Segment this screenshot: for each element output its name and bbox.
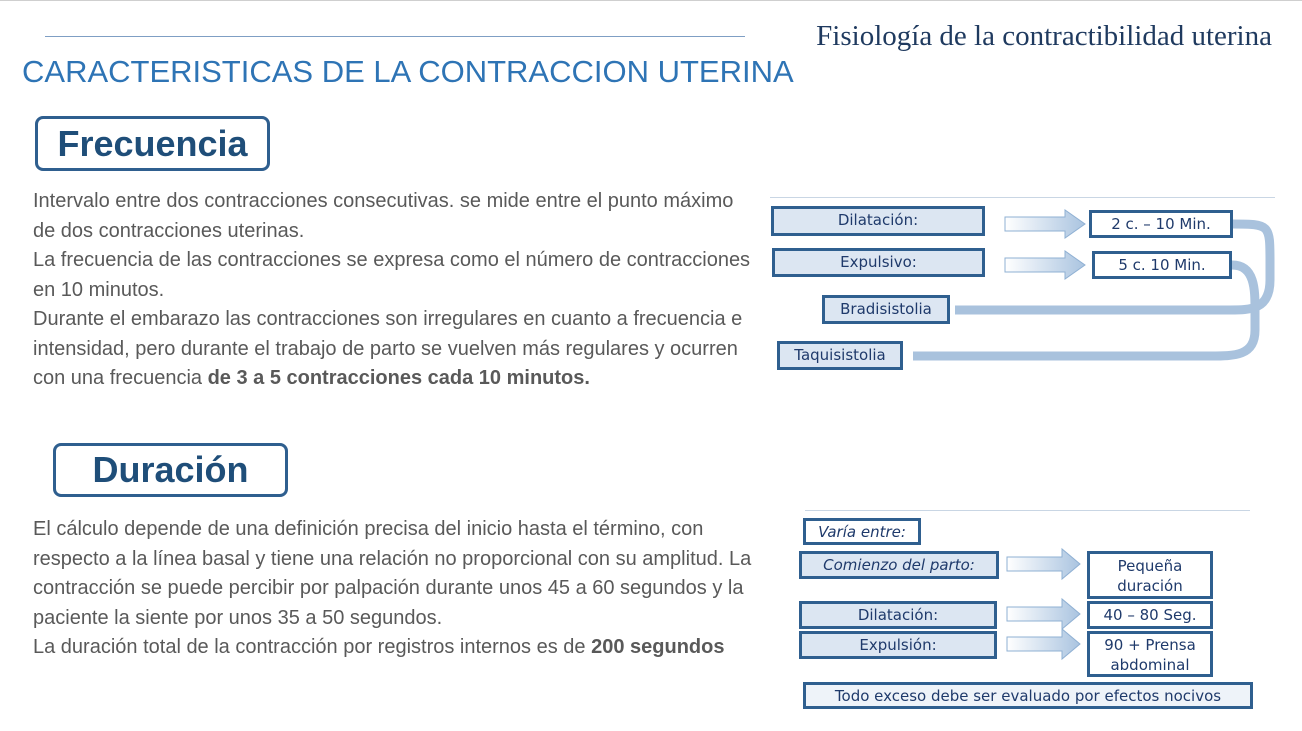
duracion-paragraph-1: El cálculo depende de una definición precisa del inicio hasta el término, con respecto a la línea basal y tiene una relación no proporcional con su amplitud. La contracción se puede percibir por palpación durante unos 45 a 60 segundos y la paciente la siente por unos 35 a 50 segundos.: [33, 518, 752, 629]
duracion-dilatacion-label: Dilatación:: [799, 601, 997, 629]
duracion-heading-text: Duración: [92, 449, 249, 490]
duracion-expulsion-value: [1087, 631, 1213, 677]
duracion-p2-bold: 200 segundos: [591, 636, 725, 658]
taquisistolia-label: Taquisistolia: [777, 341, 903, 370]
duracion-dilatacion-value: 40 – 80 Seg.: [1087, 601, 1213, 629]
frecuencia-expulsivo-value: 5 c. 10 Min.: [1092, 251, 1232, 279]
frecuencia-dilatacion-value: 2 c. – 10 Min.: [1089, 210, 1233, 238]
frecuencia-p3-text: Durante el embarazo las contracciones son irregulares en cuanto a frecuencia e intensidad, pero durante el trabajo de parto se vuelven más regulares y ocurren con una frecuencia: [33, 308, 743, 389]
frecuencia-paragraph-2: La frecuencia de las contracciones se expresa como el número de contracciones en 10 minutos.: [33, 249, 751, 301]
arrow-expulsion: [1007, 629, 1080, 659]
frecuencia-dilatacion-label: Dilatación:: [771, 206, 985, 236]
slide-title: CARACTERISTICAS DE LA CONTRACCION UTERINA: [22, 54, 794, 89]
duracion-comienzo-value: [1087, 551, 1213, 599]
arrow-expulsivo: [1005, 251, 1085, 279]
bradisistolia-label: Bradisistolia: [822, 295, 950, 324]
duracion-expulsion-value-text: 90 + Prensa abdominal: [1104, 636, 1196, 674]
arrow-dilatacion-duracion: [1007, 599, 1080, 629]
frecuencia-paragraph-1: Intervalo entre dos contracciones consecutivas. se mide entre el punto máximo de dos contracciones uterinas.: [33, 190, 734, 242]
duracion-p2-text: La duración total de la contracción por registros internos es de: [33, 636, 592, 658]
duracion-diagram-rule: [805, 510, 1250, 511]
duracion-comienzo-value-text: Pequeña duración: [1117, 557, 1183, 595]
frecuencia-expulsivo-label: Expulsivo:: [772, 248, 985, 277]
arrow-comienzo: [1007, 549, 1080, 579]
slide-subject: Fisiología de la contractibilidad uterina: [816, 20, 1272, 52]
duracion-expulsion-label: Expulsión:: [799, 631, 997, 659]
duracion-comienzo-label: Comienzo del parto:: [799, 551, 999, 579]
frecuencia-p3-bold: de 3 a 5 contracciones cada 10 minutos.: [207, 367, 590, 389]
duracion-note: Todo exceso debe ser evaluado por efectos nocivos: [803, 682, 1253, 709]
duracion-varia-label: Varía entre:: [803, 518, 921, 545]
frecuencia-heading-text: Frecuencia: [57, 123, 248, 164]
arrow-dilatacion: [1005, 210, 1085, 238]
